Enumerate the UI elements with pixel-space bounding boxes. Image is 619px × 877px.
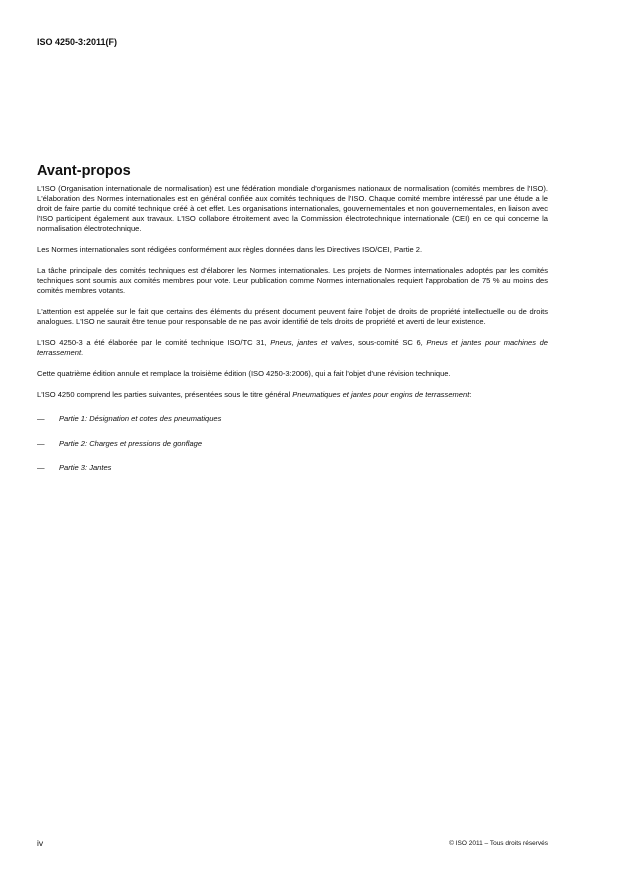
text: L'ISO 4250-3 a été élaborée par le comité technique ISO/TC 31, <box>37 338 271 347</box>
paragraph: L'ISO (Organisation internationale de normalisation) est une fédération mondiale d'organismes nationaux de normalisation (comités membres de l'ISO). L'élaboration des Normes internationales est en général confiée aux comités techniques de l'ISO. Chaque comité membre intéressé par une étude a le droit de faire partie du comité technique créé à cet effet. Les organisations internationales, gouvernementales et non gouvernementales, en liaison avec l'ISO participent également aux travaux. L'ISO collabore étroitement avec la Commission électrotechnique internationale (CEI) en ce qui concerne la normalisation électrotechnique. <box>37 184 548 233</box>
list-item <box>37 414 548 424</box>
general-title: Pneumatiques et jantes pour engins de terrassement <box>292 390 470 399</box>
document-header: ISO 4250-3:2011(F) <box>37 37 118 47</box>
committee-title: Pneus, jantes et valves <box>270 338 353 347</box>
paragraph: Les Normes internationales sont rédigées conformément aux règles données dans les Directives ISO/CEI, Partie 2. <box>37 245 423 254</box>
list-item-text: Partie 1: Désignation et cotes des pneumatiques <box>59 414 222 423</box>
parts-list <box>37 414 548 473</box>
list-item <box>37 439 548 449</box>
dash: — <box>37 414 45 423</box>
paragraph: Cette quatrième édition annule et remplace la troisième édition (ISO 4250-3:2006), qui a fait l'objet d'une révision technique. <box>37 369 451 378</box>
foreword-body <box>37 184 548 488</box>
text: . <box>81 348 84 357</box>
page-number: iv <box>37 838 44 848</box>
paragraph: La tâche principale des comités techniques est d'élaborer les Normes internationales. Les projets de Normes internationales adoptés par les comités techniques sont soumis aux comités membres pour vote. Leur publication comme Normes internationales requiert l'approbation de 75 % au moins des comités membres votants. <box>37 266 548 295</box>
paragraph-parts <box>37 390 548 400</box>
list-item-text: Partie 3: Jantes <box>59 463 112 472</box>
copyright: © ISO 2011 – Tous droits réservés <box>449 840 548 847</box>
text: : <box>469 390 472 399</box>
text: L'ISO 4250 comprend les parties suivantes, présentées sous le titre général <box>37 390 293 399</box>
subcommittee-title: Pneus et jantes pour machines de terrassement <box>37 338 548 357</box>
paragraph: L'attention est appelée sur le fait que certains des éléments du présent document peuvent faire l'objet de droits de propriété intellectuelle ou de droits analogues. L'ISO ne saurait être tenue pour responsable de ne pas avoir identifié de tels droits de propriété et averti de leur existence. <box>37 307 548 326</box>
dash: — <box>37 463 45 472</box>
text: , sous-comité SC 6, <box>352 338 427 347</box>
list-item-text: Partie 2: Charges et pressions de gonflage <box>59 438 203 448</box>
list-item <box>37 463 548 473</box>
paragraph-committee <box>37 338 548 358</box>
section-title: Avant-propos <box>37 163 131 179</box>
dash: — <box>37 438 45 448</box>
